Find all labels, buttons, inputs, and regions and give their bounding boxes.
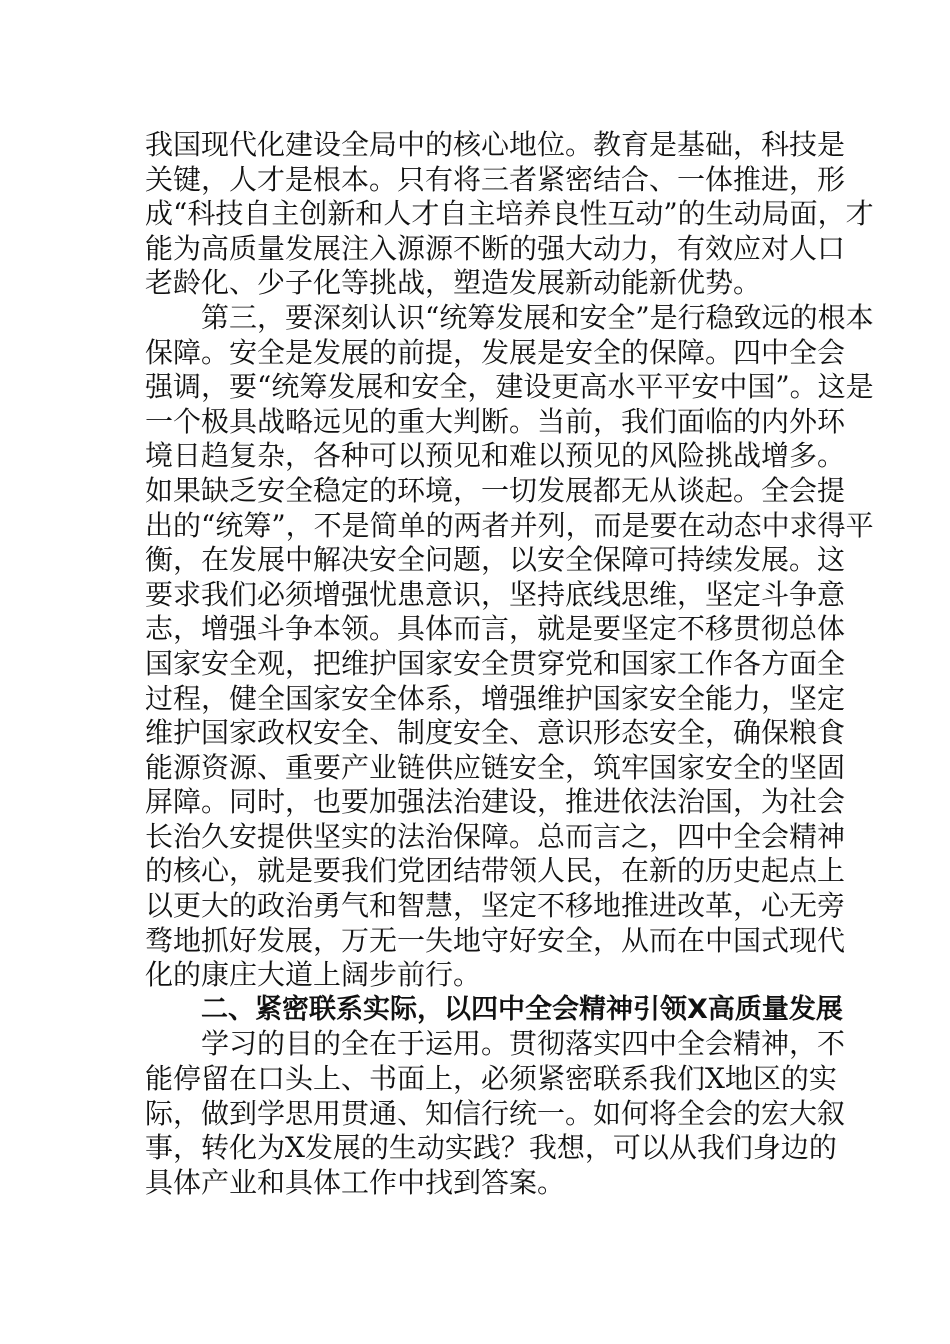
paragraph-education-tech-talent bbox=[145, 128, 874, 301]
paragraph-line: 国家安全观，把维护国家安全贯穿党和国家工作各方面全 bbox=[145, 646, 846, 680]
paragraph-line: 长治久安提供坚实的法治保障。总而言之，四中全会精神 bbox=[145, 819, 846, 853]
paragraph-line: 能为高质量发展注入源源不断的强大动力，有效应对人口 bbox=[145, 231, 846, 265]
paragraph-line: 关键，人才是根本。只有将三者紧密结合、一体推进，形 bbox=[145, 162, 846, 196]
paragraph-line: 际，做到学思用贯通、知信行统一。如何将全会的宏大叙 bbox=[145, 1096, 846, 1130]
paragraph-line: 我国现代化建设全局中的核心地位。教育是基础，科技是 bbox=[145, 128, 846, 161]
paragraph-line: 骛地抓好发展，万无一失地守好安全，从而在中国式现代 bbox=[145, 923, 846, 957]
paragraph-line: 的核心，就是要我们党团结带领人民，在新的历史起点上 bbox=[145, 854, 846, 888]
paragraph-line: 事，转化为X发展的生动实践？我想，可以从我们身边的 bbox=[145, 1131, 837, 1165]
paragraph-line: 强调，要“统筹发展和安全，建设更高水平平安中国”。这是 bbox=[145, 370, 874, 404]
paragraph-line: 以更大的政治勇气和智慧，坚定不移地推进改革，心无旁 bbox=[145, 889, 846, 923]
paragraph-line: 成“科技自主创新和人才自主培养良性互动”的生动局面，才 bbox=[145, 197, 874, 231]
paragraph-line: 衡，在发展中解决安全问题，以安全保障可持续发展。这 bbox=[145, 543, 846, 577]
paragraph-line: 维护国家政权安全、制度安全、意识形态安全，确保粮食 bbox=[145, 716, 846, 750]
section-heading-text: 二、紧密联系实际，以四中全会精神引领X高质量发展 bbox=[201, 993, 843, 1025]
paragraph-line: 过程，健全国家安全体系，增强维护国家安全能力，坚定 bbox=[145, 681, 846, 715]
paragraph-line: 化的康庄大道上阔步前行。 bbox=[145, 958, 482, 992]
paragraph-line: 学习的目的全在于运用。贯彻落实四中全会精神，不 bbox=[201, 1027, 846, 1061]
paragraph-line: 志，增强斗争本领。具体而言，就是要坚定不移贯彻总体 bbox=[145, 612, 846, 646]
paragraph-line: 第三，要深刻认识“统筹发展和安全”是行稳致远的根本 bbox=[201, 300, 874, 334]
paragraph-apply-to-local-practice bbox=[145, 1027, 846, 1200]
paragraph-line: 屏障。同时，也要加强法治建设，推进依法治国，为社会 bbox=[145, 785, 846, 819]
paragraph-line: 如果缺乏安全稳定的环境，一切发展都无从谈起。全会提 bbox=[145, 473, 846, 507]
paragraph-line: 能源资源、重要产业链供应链安全，筑牢国家安全的坚固 bbox=[145, 750, 846, 784]
paragraph-line: 老龄化、少子化等挑战，塑造发展新动能新优势。 bbox=[145, 266, 762, 300]
paragraph-line: 一个极具战略远见的重大判断。当前，我们面临的内外环 bbox=[145, 404, 846, 438]
paragraph-line: 要求我们必须增强忧患意识，坚持底线思维，坚定斗争意 bbox=[145, 577, 846, 611]
document-body bbox=[145, 128, 874, 1200]
paragraph-line: 出的“统筹”，不是简单的两者并列，而是要在动态中求得平 bbox=[145, 508, 874, 542]
paragraph-line: 能停留在口头上、书面上，必须紧密联系我们X地区的实 bbox=[145, 1062, 837, 1096]
paragraph-line: 境日趋复杂，各种可以预见和难以预见的风险挑战增多。 bbox=[145, 439, 846, 473]
paragraph-line: 保障。安全是发展的前提，发展是安全的保障。四中全会 bbox=[145, 335, 846, 369]
paragraph-line: 具体产业和具体工作中找到答案。 bbox=[145, 1165, 566, 1199]
section-heading-2 bbox=[145, 993, 843, 1028]
paragraph-development-and-security bbox=[145, 300, 874, 993]
